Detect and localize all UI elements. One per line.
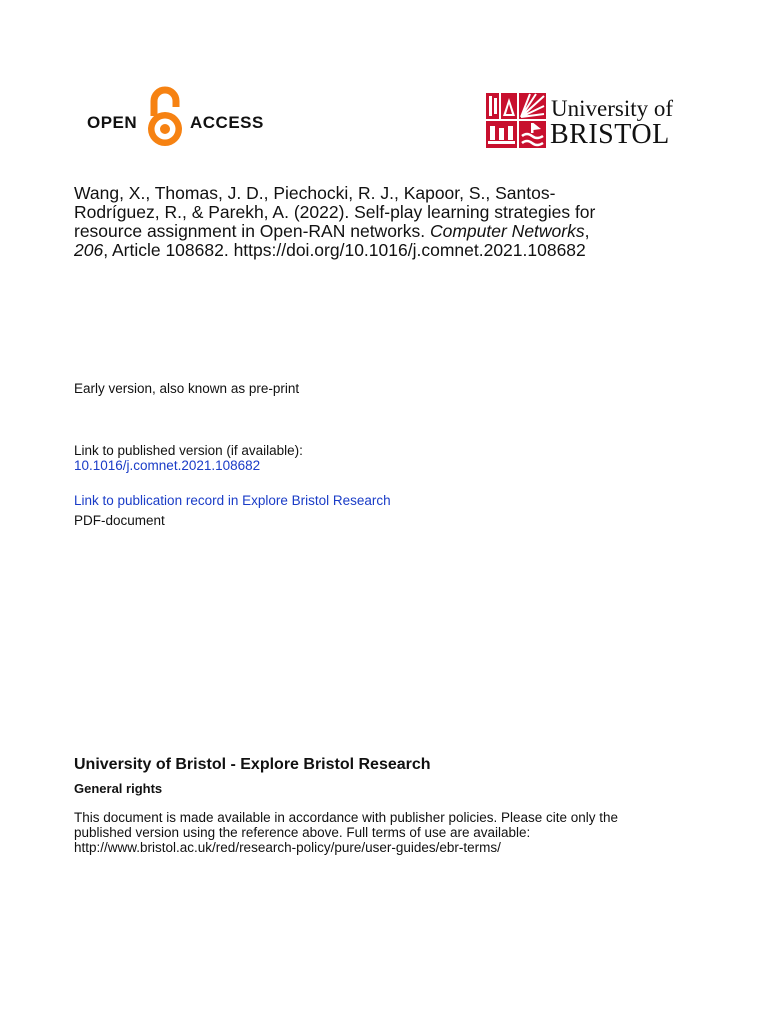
citation-line-4 [74, 241, 706, 260]
bristol-logo-line2: BRISTOL [550, 119, 670, 150]
published-doi-link[interactable]: 10.1016/j.comnet.2021.108682 [74, 458, 261, 473]
rights-line-1: This document is made available in accordance with publisher policies. Please cite only the [74, 810, 619, 825]
journal-name: Computer Networks [429, 221, 585, 241]
rights-line-2: published version using the reference above. Full terms of use are available: [74, 825, 531, 840]
citation-line-3-text: resource assignment in Open-RAN networks. [74, 221, 430, 241]
published-version-label: Link to published version (if available): [74, 443, 303, 458]
citation-line-2: Rodríguez, R., & Parekh, A. (2022). Self-play learning strategies for [74, 202, 596, 222]
bristol-logo-line1: University of [551, 96, 674, 121]
citation-line-3-end: , [584, 221, 590, 241]
rights-terms-url[interactable]: http://www.bristol.ac.uk/red/research-policy/pure/user-guides/ebr-terms/ [74, 840, 501, 855]
bristol-crest-icon [486, 92, 546, 148]
citation-line-4-text: , Article 108682. https://doi.org/10.1016/j.comnet.2021.108682 [103, 240, 586, 260]
citation-line-1: Wang, X., Thomas, J. D., Piechocki, R. J., Kapoor, S., Santos- [74, 183, 556, 203]
open-access-word-access: ACCESS [190, 113, 264, 132]
journal-volume: 206 [74, 240, 104, 260]
citation-line-3 [74, 222, 706, 241]
rights-text [74, 810, 734, 855]
open-lock-icon [143, 86, 187, 150]
version-note: Early version, also known as pre-print [74, 381, 300, 396]
publication-record-link[interactable]: Link to publication record in Explore Bristol Research [74, 493, 391, 508]
university-of-bristol-logo [486, 92, 690, 150]
open-access-word-open: OPEN [87, 113, 138, 132]
general-rights-heading: General rights [74, 781, 163, 796]
citation-block [74, 184, 706, 260]
open-access-logo [86, 86, 266, 150]
rights-section-heading: University of Bristol - Explore Bristol Research [74, 756, 431, 773]
document-type: PDF-document [74, 513, 165, 528]
